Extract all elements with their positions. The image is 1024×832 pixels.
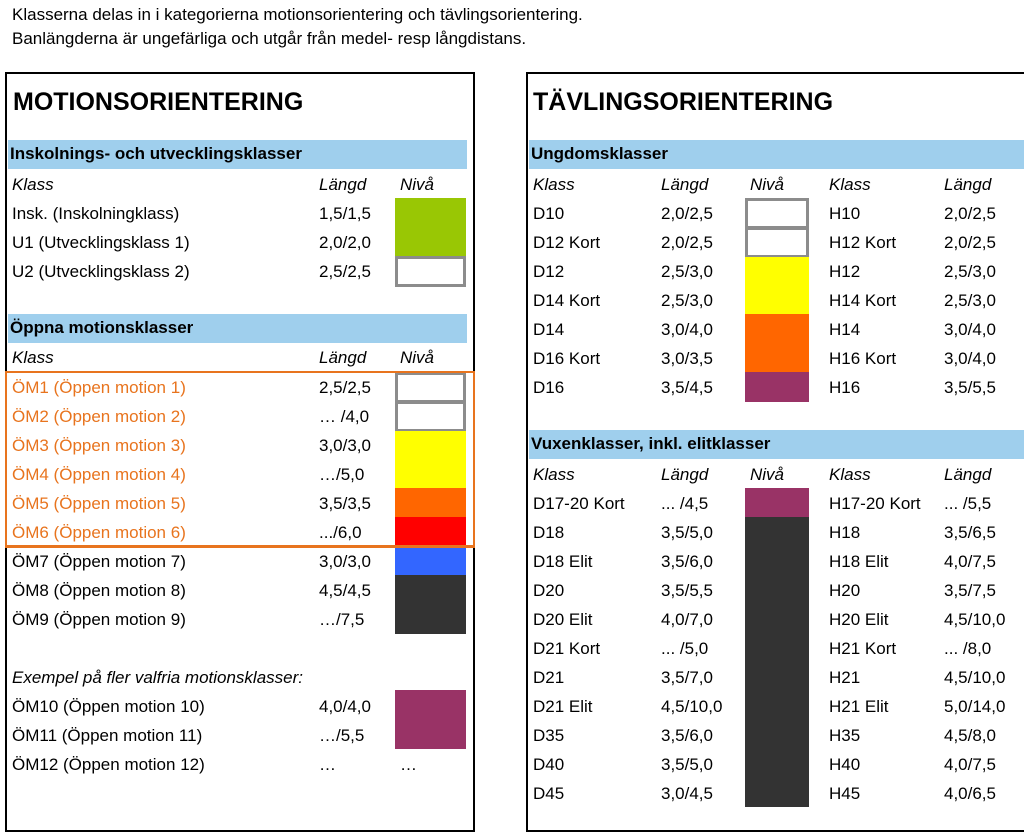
- course-length: 3,0/3,5: [661, 349, 713, 368]
- course-length: 3,0/4,0: [944, 320, 996, 339]
- course-length: 1,5/1,5: [319, 204, 371, 223]
- course-length: 2,5/3,0: [661, 262, 713, 281]
- course-length: 3,0/3,0: [319, 436, 371, 455]
- class-name: U2 (Utvecklingsklass 2): [12, 262, 190, 281]
- class-name: ÖM8 (Öppen motion 8): [12, 581, 186, 600]
- course-length: 3,5/5,5: [661, 581, 713, 600]
- level-purple-swatch: [745, 488, 809, 517]
- class-name: U1 (Utvecklingsklass 1): [12, 233, 190, 252]
- course-length: 2,0/2,5: [944, 204, 996, 223]
- col-header-klass: Klass: [12, 175, 54, 194]
- col-header-klass: Klass: [12, 348, 54, 367]
- course-length: ... /5,0: [661, 639, 709, 658]
- class-name: D16 Kort: [533, 349, 601, 368]
- col-header-langd: Längd: [661, 465, 709, 484]
- course-length: ... /8,0: [944, 639, 992, 658]
- class-name: D12: [533, 262, 565, 281]
- class-name: ÖM6 (Öppen motion 6): [12, 523, 186, 542]
- class-name: H17-20 Kort: [829, 494, 921, 513]
- class-name: D20 Elit: [533, 610, 593, 629]
- course-length: 3,5/6,0: [661, 726, 713, 745]
- class-name: ÖM2 (Öppen motion 2): [12, 407, 186, 426]
- course-length: ... /4,5: [661, 494, 709, 513]
- class-name: H20: [829, 581, 861, 600]
- col-header-niva: Nivå: [400, 175, 435, 194]
- course-length: 2,5/3,0: [944, 291, 996, 310]
- class-name: H18 Elit: [829, 552, 889, 571]
- class-name: H20 Elit: [829, 610, 889, 629]
- class-name: ÖM1 (Öppen motion 1): [12, 378, 186, 397]
- course-length: 4,5/10,0: [944, 610, 1006, 629]
- course-length: 3,0/4,5: [661, 784, 713, 803]
- class-name: H10: [829, 204, 861, 223]
- section-band: [8, 314, 467, 343]
- level-black-swatch: [395, 575, 466, 634]
- class-name: H14: [829, 320, 861, 339]
- col-header-klass: Klass: [533, 175, 575, 194]
- class-name: H21 Kort: [829, 639, 897, 658]
- class-name: D17-20 Kort: [533, 494, 625, 513]
- class-name: D18 Elit: [533, 552, 593, 571]
- course-length: 4,0/7,5: [944, 552, 996, 571]
- class-name: D10: [533, 204, 565, 223]
- tavling-title: TÄVLINGSORIENTERING: [533, 88, 834, 116]
- level-purple-swatch: [395, 690, 466, 749]
- motion-title: MOTIONSORIENTERING: [13, 88, 304, 116]
- course-length: 3,5/6,5: [944, 523, 996, 542]
- course-length: 2,5/3,0: [944, 262, 996, 281]
- class-name: D16: [533, 378, 565, 397]
- course-length: 4,0/4,0: [319, 697, 371, 716]
- class-name: D14 Kort: [533, 291, 601, 310]
- course-length: …/5,5: [319, 726, 365, 745]
- course-length: 5,0/14,0: [944, 697, 1006, 716]
- course-length: .../6,0: [319, 523, 362, 542]
- col-header-langd: Längd: [319, 348, 367, 367]
- course-length: …: [319, 755, 336, 774]
- class-name: D21: [533, 668, 565, 687]
- section-title: Vuxenklasser, inkl. elitklasser: [531, 434, 771, 453]
- level-yellow-swatch: [745, 257, 809, 314]
- course-length: 4,0/6,5: [944, 784, 996, 803]
- class-name: D35: [533, 726, 565, 745]
- class-name: D40: [533, 755, 565, 774]
- course-length: 2,5/2,5: [319, 262, 371, 281]
- course-length: 2,0/2,5: [661, 204, 713, 223]
- course-length: 3,5/5,0: [661, 755, 713, 774]
- course-length: 4,5/10,0: [661, 697, 723, 716]
- course-length: 2,0/2,0: [319, 233, 371, 252]
- course-length: 3,5/5,5: [944, 378, 996, 397]
- course-length: 3,5/7,0: [661, 668, 713, 687]
- class-name: D21 Elit: [533, 697, 593, 716]
- class-name: H14 Kort: [829, 291, 897, 310]
- class-name: D18: [533, 523, 565, 542]
- section-title: Ungdomsklasser: [531, 144, 668, 163]
- class-name: H16 Kort: [829, 349, 897, 368]
- class-name: H12 Kort: [829, 233, 897, 252]
- course-length: 3,5/5,0: [661, 523, 713, 542]
- class-name: ÖM12 (Öppen motion 12): [12, 755, 205, 774]
- course-length: 4,0/7,0: [661, 610, 713, 629]
- course-length: 4,5/8,0: [944, 726, 996, 745]
- course-length: 3,0/4,0: [944, 349, 996, 368]
- course-length: 4,5/10,0: [944, 668, 1006, 687]
- course-length: 3,5/3,5: [319, 494, 371, 513]
- class-name: ÖM10 (Öppen motion 10): [12, 697, 205, 716]
- level-blue-swatch: [395, 546, 466, 575]
- course-length: 4,0/7,5: [944, 755, 996, 774]
- course-length: 2,5/3,0: [661, 291, 713, 310]
- col-header-niva: Nivå: [400, 348, 435, 367]
- level-white-swatch: [395, 256, 466, 287]
- course-length: ... /5,5: [944, 494, 992, 513]
- class-name: H21: [829, 668, 861, 687]
- section-band: [529, 140, 1024, 169]
- course-length: 3,0/4,0: [661, 320, 713, 339]
- class-name: D14: [533, 320, 565, 339]
- highlight-frame: [5, 371, 475, 548]
- col-header-langd: Längd: [944, 465, 992, 484]
- col-header-niva: Nivå: [750, 465, 785, 484]
- class-name: H35: [829, 726, 861, 745]
- class-name: H40: [829, 755, 861, 774]
- class-name: H16: [829, 378, 861, 397]
- course-length: … /4,0: [319, 407, 370, 426]
- class-name: ÖM7 (Öppen motion 7): [12, 552, 186, 571]
- col-header-langd: Längd: [319, 175, 367, 194]
- level-purple-swatch: [745, 372, 809, 402]
- level-white-swatch: [745, 227, 809, 258]
- level-white-swatch: [745, 198, 809, 229]
- class-name: ÖM3 (Öppen motion 3): [12, 436, 186, 455]
- col-header-klass: Klass: [829, 465, 871, 484]
- course-length: 2,0/2,5: [944, 233, 996, 252]
- class-name: H18: [829, 523, 861, 542]
- intro-line-1: Klasserna delas in i kategorierna motionsorientering och tävlingsorientering.: [12, 5, 583, 24]
- course-length: 3,5/7,5: [944, 581, 996, 600]
- class-name: H12: [829, 262, 861, 281]
- class-name: ÖM9 (Öppen motion 9): [12, 610, 186, 629]
- level-black-swatch: [745, 517, 809, 807]
- level-orange-swatch: [745, 314, 809, 372]
- class-name: H45: [829, 784, 861, 803]
- course-length: …/5,0: [319, 465, 365, 484]
- col-header-langd: Längd: [661, 175, 709, 194]
- course-length: 3,5/4,5: [661, 378, 713, 397]
- level-green-swatch: [395, 198, 466, 256]
- level-value: …: [400, 755, 417, 774]
- class-name: D20: [533, 581, 565, 600]
- course-length: 3,0/3,0: [319, 552, 371, 571]
- section-band: [8, 140, 467, 169]
- class-name: ÖM5 (Öppen motion 5): [12, 494, 186, 513]
- class-name: D12 Kort: [533, 233, 601, 252]
- course-length: …/7,5: [319, 610, 365, 629]
- class-name: H21 Elit: [829, 697, 889, 716]
- course-length: 4,5/4,5: [319, 581, 371, 600]
- course-length: 2,5/2,5: [319, 378, 371, 397]
- col-header-klass: Klass: [533, 465, 575, 484]
- col-header-langd: Längd: [944, 175, 992, 194]
- course-length: 2,0/2,5: [661, 233, 713, 252]
- section-title: Öppna motionsklasser: [10, 318, 194, 337]
- class-name: D21 Kort: [533, 639, 601, 658]
- col-header-klass: Klass: [829, 175, 871, 194]
- col-header-niva: Nivå: [750, 175, 785, 194]
- example-label: Exempel på fler valfria motionsklasser:: [12, 668, 304, 687]
- class-name: ÖM4 (Öppen motion 4): [12, 465, 186, 484]
- class-name: D45: [533, 784, 565, 803]
- class-name: Insk. (Inskolningklass): [12, 204, 180, 223]
- course-length: 3,5/6,0: [661, 552, 713, 571]
- section-title: Inskolnings- och utvecklingsklasser: [10, 144, 302, 163]
- section-band: [529, 430, 1024, 459]
- intro-line-2: Banlängderna är ungefärliga och utgår från medel- resp långdistans.: [12, 29, 527, 48]
- class-name: ÖM11 (Öppen motion 11): [12, 726, 203, 745]
